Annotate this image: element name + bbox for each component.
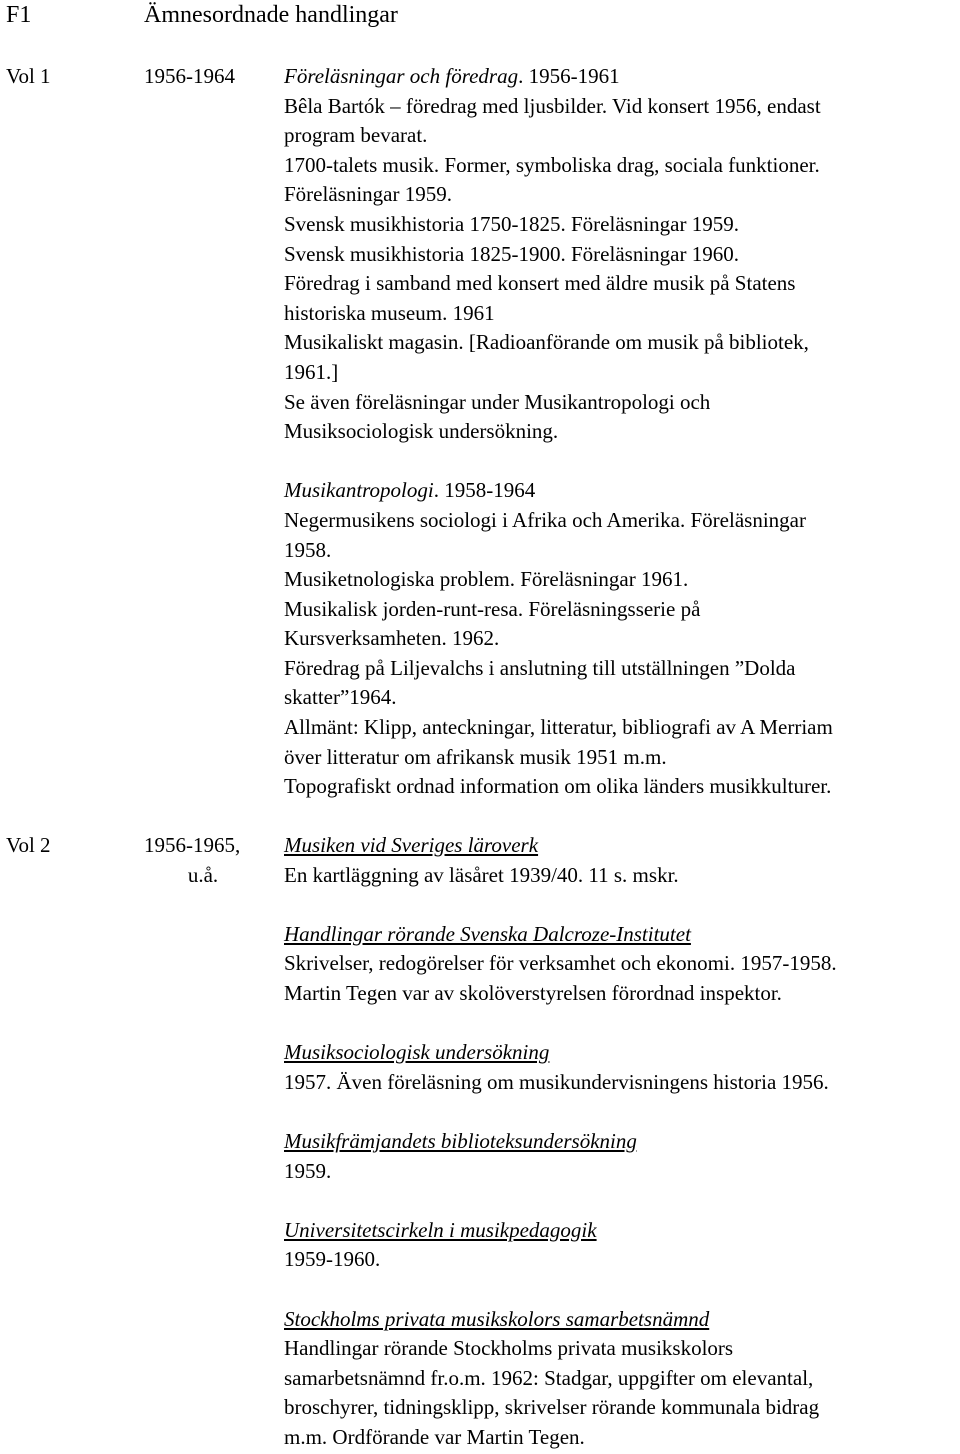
section-heading-title: Universitetscirkeln i musikpedagogik <box>284 1217 597 1242</box>
section-heading <box>284 1127 960 1157</box>
section-line: Musiksociologisk undersökning. <box>284 419 559 444</box>
section-line: 1957. Även föreläsning om musikundervisningens historia 1956. <box>284 1069 829 1094</box>
series-code: F1 <box>6 2 32 28</box>
section-line: program bevarat. <box>284 123 428 148</box>
section-line: broschyrer, tidningsklipp, skrivelser rörande kommunala bidrag <box>284 1395 820 1420</box>
section-line: Svensk musikhistoria 1750-1825. Föreläsningar 1959. <box>284 211 739 236</box>
section-line: Allmänt: Klipp, anteckningar, litteratur, bibliografi av A Merriam <box>284 715 833 740</box>
section-heading-date: . 1958-1964 <box>433 478 536 503</box>
section-line: Kursverksamheten. 1962. <box>284 626 500 651</box>
series-title: Ämnesordnade handlingar <box>144 2 398 28</box>
volume-content <box>284 62 960 802</box>
section-line: 1961.] <box>284 359 339 384</box>
section-line: historiska museum. 1961 <box>284 300 495 325</box>
section-heading <box>284 1216 960 1246</box>
section-line: Musikalisk jorden-runt-resa. Föreläsningsserie på <box>284 596 701 621</box>
section-line: samarbetsnämnd fr.o.m. 1962: Stadgar, uppgifter om elevantal, <box>284 1365 814 1390</box>
section-heading <box>284 1305 960 1335</box>
section-line: Negermusikens sociologi i Afrika och Amerika. Föreläsningar <box>284 507 806 532</box>
section-line: över litteratur om afrikansk musik 1951 m.m. <box>284 744 667 769</box>
section-heading-title: Musikantropologi <box>284 478 434 503</box>
section-heading <box>284 476 960 506</box>
section-line: Föredrag i samband med konsert med äldre musik på Statens <box>284 271 796 296</box>
volume-date <box>144 831 274 890</box>
section-line: m.m. Ordförande var Martin Tegen. <box>284 1424 585 1449</box>
section-heading <box>284 1038 960 1068</box>
section-line: Musikaliskt magasin. [Radioanförande om musik på bibliotek, <box>284 330 809 355</box>
section-heading-title: Stockholms privata musikskolors samarbetsnämnd <box>284 1306 710 1331</box>
section-heading-title: Musiksociologisk undersökning <box>284 1040 550 1065</box>
section-heading <box>284 831 960 861</box>
section-line: Musiketnologiska problem. Föreläsningar 1961. <box>284 567 689 592</box>
section-line: Svensk musikhistoria 1825-1900. Föreläsningar 1960. <box>284 241 739 266</box>
section-line: skatter”1964. <box>284 685 397 710</box>
section-line: Martin Tegen var av skolöverstyrelsen förordnad inspektor. <box>284 980 782 1005</box>
section-heading <box>284 920 960 950</box>
section-line: Topografiskt ordnad information om olika länders musikkulturer. <box>284 774 832 799</box>
volume-label: Vol 1 <box>6 64 51 88</box>
section-line: Bêla Bartók – föredrag med ljusbilder. Vid konsert 1956, endast <box>284 93 821 118</box>
section-line: Se även föreläsningar under Musikantropologi och <box>284 389 711 414</box>
section-line: 1959-1960. <box>284 1247 381 1272</box>
section-line: Föreläsningar 1959. <box>284 182 452 207</box>
volume-label: Vol 2 <box>6 833 51 857</box>
section-heading-date: . 1956-1961 <box>518 64 620 88</box>
section-line: 1959. <box>284 1158 332 1183</box>
section-line: 1958. <box>284 537 332 562</box>
section-line: Skrivelser, redogörelser för verksamhet och ekonomi. 1957-1958. <box>284 951 837 976</box>
section-spacer <box>284 1009 960 1039</box>
section-spacer <box>284 1275 960 1305</box>
volume-date-line: 1956-1964 <box>144 64 235 88</box>
section-heading-title: Föreläsningar och föredrag <box>284 64 519 88</box>
section-heading <box>284 62 960 92</box>
volume-content <box>284 831 960 1452</box>
section-heading-title: Musiken vid Sveriges läroverk <box>284 833 539 857</box>
section-spacer <box>284 890 960 920</box>
document-header <box>0 0 960 30</box>
section-heading-title: Handlingar rörande Svenska Dalcroze-Institutet <box>284 921 691 946</box>
section-spacer <box>284 447 960 477</box>
section-spacer <box>284 1186 960 1216</box>
section-line: 1700-talets musik. Former, symboliska drag, sociala funktioner. <box>284 152 820 177</box>
volume-date-line: u.å. <box>187 862 219 887</box>
section-line: Föredrag på Liljevalchs i anslutning till utställningen ”Dolda <box>284 655 796 680</box>
volume-date-line: 1956-1965, <box>144 833 241 857</box>
section-line: Handlingar rörande Stockholms privata musikskolors <box>284 1336 734 1361</box>
volume-date <box>144 62 274 92</box>
section-heading-title: Musikfrämjandets biblioteksundersökning <box>284 1128 637 1153</box>
section-line: En kartläggning av läsåret 1939/40. 11 s. mskr. <box>284 862 679 887</box>
section-spacer <box>284 1097 960 1127</box>
